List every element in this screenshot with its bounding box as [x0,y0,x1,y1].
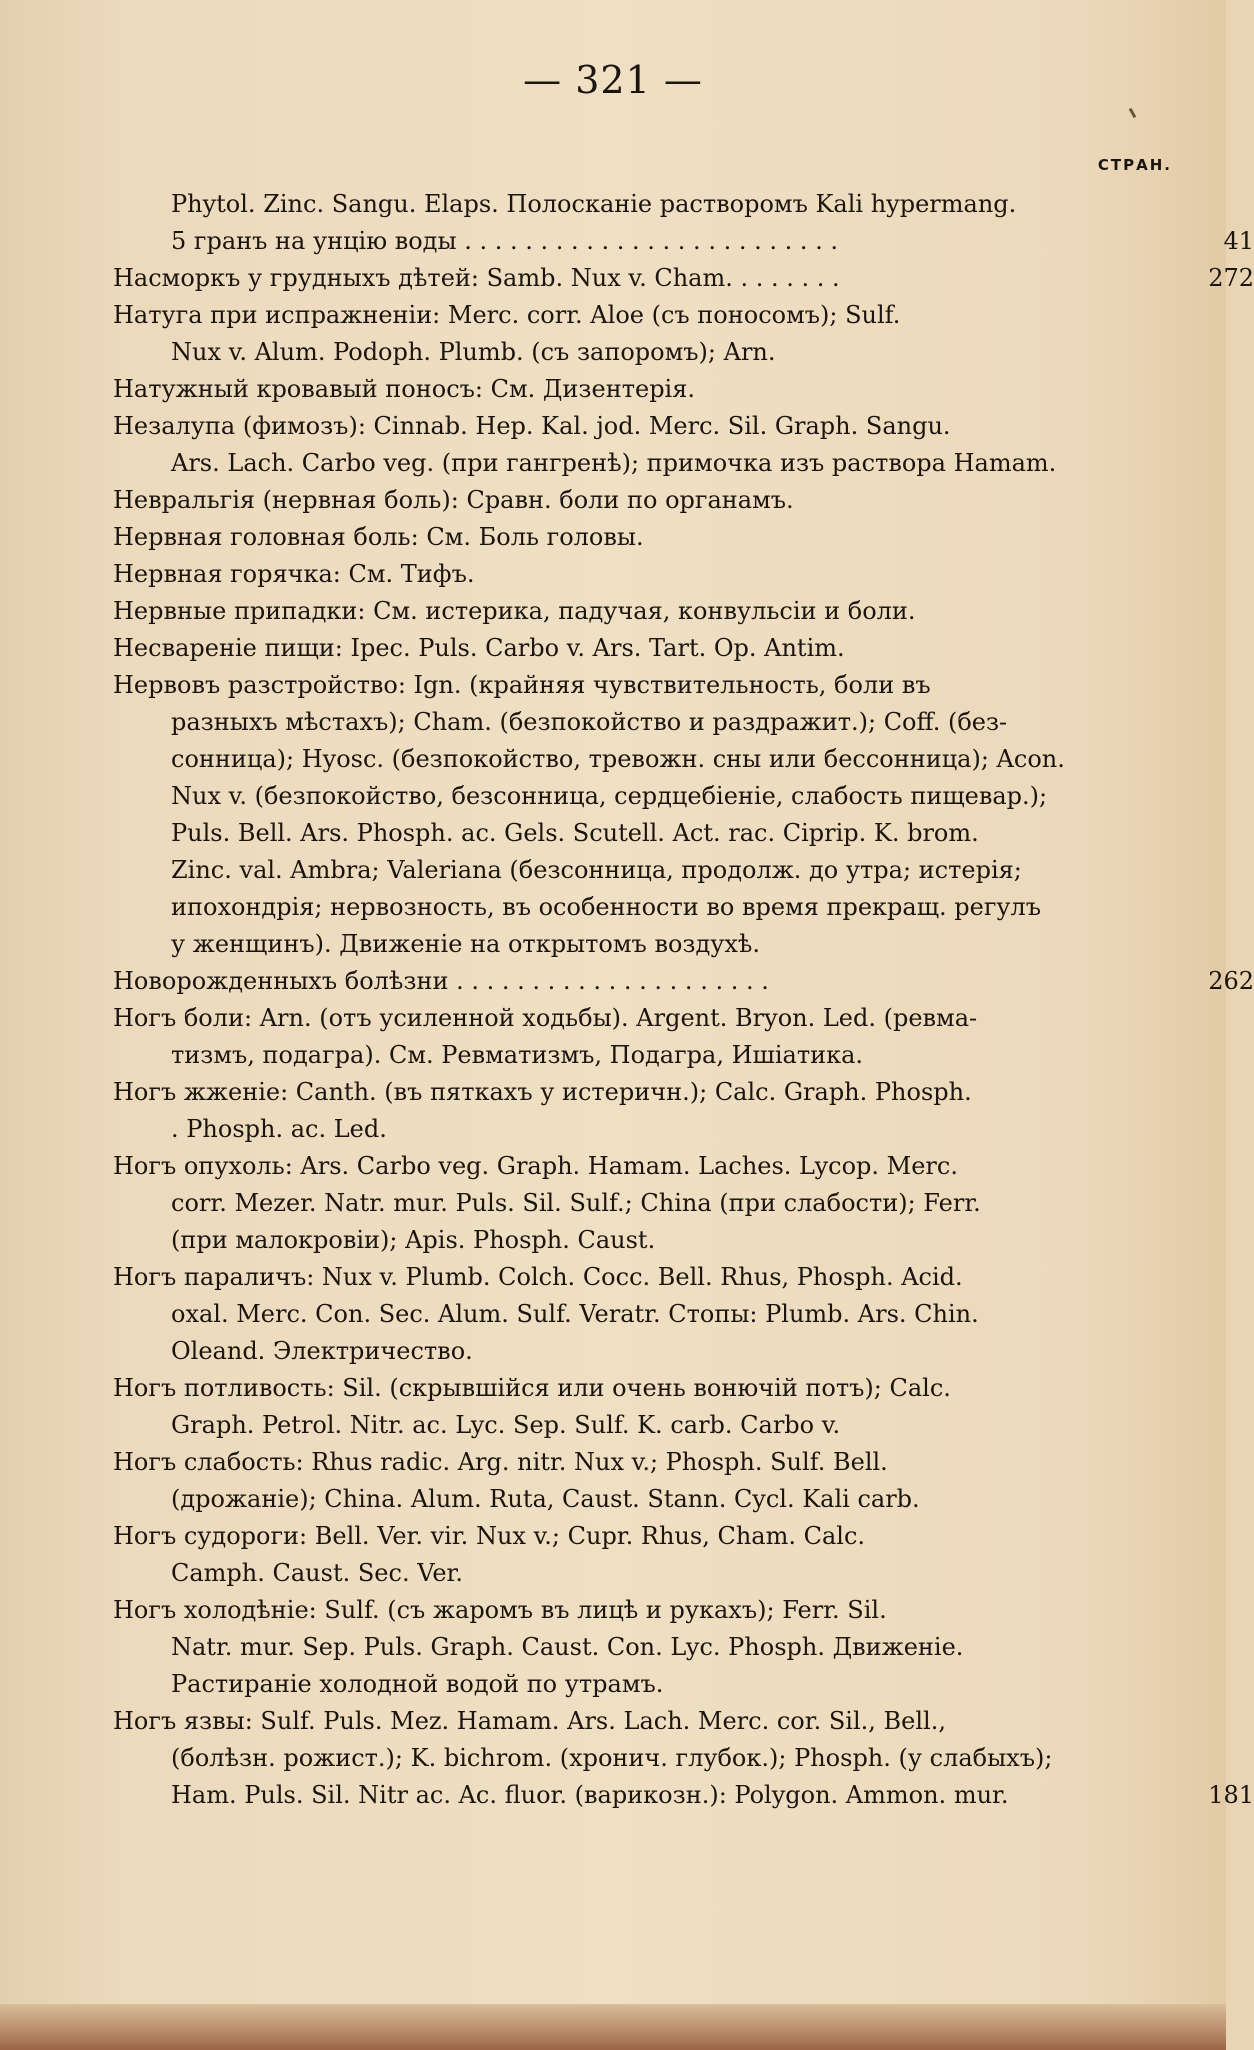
index-entry [113,593,1176,630]
entry-heading-line: Натуга при испражненіи: Merc. corr. Aloe (съ поносомъ); Sulf. [113,301,901,329]
index-entry [113,482,1176,519]
index-entry [113,519,1176,556]
entry-heading-line: Нервная горячка: См. Тифъ. [113,560,475,588]
page-reference: 272 [1208,264,1254,292]
entry-heading-line: Ногъ жженіе: Canth. (въ пяткахъ у истеричн.); Calc. Graph. Phosph. [113,1078,972,1106]
entry-heading-line: Ногъ боли: Arn. (отъ усиленной ходьбы). Argent. Bryon. Led. (ревма- [113,1004,978,1032]
entry-continuation-line: у женщинъ). Движеніе на открытомъ воздухѣ. [171,930,761,958]
index-entry [113,963,1254,1000]
entry-heading-line: Ногъ опухоль: Ars. Carbo veg. Graph. Hamam. Laches. Lycop. Merc. [113,1152,958,1180]
index-entry [113,1370,1176,1444]
entry-heading-line: Несвареніе пищи: Ipec. Puls. Carbo v. Ars. Tart. Op. Antim. [113,634,845,662]
entry-heading-line: Насморкъ у грудныхъ дѣтей: Samb. Nux v. Cham. . . . . . . . [113,264,840,292]
index-entry [113,1518,1176,1592]
page-reference: 41 [1223,227,1254,255]
page-reference: 181 [1208,1781,1254,1809]
entry-heading-line: Ногъ холодѣніе: Sulf. (съ жаромъ въ лицѣ и рукахъ); Ferr. Sil. [113,1596,887,1624]
entry-continuation-line: Camph. Caust. Sec. Ver. [171,1559,463,1587]
entry-continuation-line: Natr. mur. Sep. Puls. Graph. Caust. Con. Lyc. Phosph. Движеніе. [171,1633,964,1661]
index-entry [113,1444,1176,1518]
entry-continuation-line: Ham. Puls. Sil. Nitr ac. Ac. fluor. (варикозн.): Polygon. Ammon. mur. [171,1781,1009,1809]
entry-continuation-line: сонница); Hyosc. (безпокойство, тревожн. сны или бессонница); Acon. [171,745,1065,773]
index-entries [113,186,1254,1814]
entry-continuation-line: (болѣзн. рожист.); K. bichrom. (хронич. глубок.); Phosph. (у слабыхъ); [171,1744,1053,1772]
entry-heading-line: Невральгія (нервная боль): Сравн. боли по органамъ. [113,486,794,514]
entry-continuation-line: Ars. Lach. Carbo veg. (при гангренѣ); примочка изъ раствора Hamam. [171,449,1057,477]
entry-heading-line: Натужный кровавый поносъ: См. Дизентерія. [113,375,695,403]
page-number-header: — 321 — [523,58,703,102]
entry-heading-line: Незалупа (фимозъ): Cinnab. Hep. Kal. jod. Merc. Sil. Graph. Sangu. [113,412,951,440]
entry-continuation-line: Graph. Petrol. Nitr. ac. Lyc. Sep. Sulf. K. carb. Carbo v. [171,1411,841,1439]
index-entry [113,260,1254,297]
print-speck [1129,108,1137,118]
index-entry [113,1592,1176,1703]
page-edge-band [0,2004,1226,2050]
entry-continuation-line: тизмъ, подагра). См. Ревматизмъ, Подагра, Ишіатика. [171,1041,864,1069]
entry-continuation-line: oxal. Merc. Con. Sec. Alum. Sulf. Veratr. Стопы: Plumb. Ars. Chin. [171,1300,979,1328]
entry-continuation-line: Растираніе холодной водой по утрамъ. [171,1670,664,1698]
index-entry [113,630,1176,667]
entry-continuation-line: Oleand. Электричество. [171,1337,473,1365]
entry-continuation-line: 5 гранъ на унцію воды . . . . . . . . . . . . . . . . . . . . . . . . . [171,227,839,255]
entry-continuation-line: (дрожаніе); China. Alum. Ruta, Caust. Stann. Cycl. Kali carb. [171,1485,920,1513]
entry-continuation-line: Zinc. val. Ambra; Valeriana (безсонница, продолж. до утра; истерія; [171,856,1022,884]
index-entry [113,408,1176,482]
entry-heading-line: Нервные припадки: См. истерика, падучая, конвульсіи и боли. [113,597,916,625]
entry-heading-line: Новорожденныхъ болѣзни . . . . . . . . . . . . . . . . . . . . . [113,967,769,995]
entry-heading-line: Ногъ параличъ: Nux v. Plumb. Colch. Cocc. Bell. Rhus, Phosph. Acid. [113,1263,963,1291]
index-entry [113,1703,1254,1814]
entry-continuation-line: ипохондрія; нервозность, въ особенности во время прекращ. регулъ [171,893,1042,921]
index-entry [113,297,1176,371]
entry-continuation-line: Nux v. Alum. Podoph. Plumb. (съ запоромъ); Arn. [171,338,776,366]
entry-heading-line: Phytol. Zinc. Sangu. Elaps. Полосканіе растворомъ Kali hypermang. [171,190,1017,218]
entry-heading-line: Нервовъ разстройство: Ign. (крайняя чувствительность, боли въ [113,671,931,699]
entry-heading-line: Нервная головная боль: См. Боль головы. [113,523,644,551]
page-reference: 262 [1208,967,1254,995]
index-entry [113,556,1176,593]
entry-continuation-line: Nux v. (безпокойство, безсонница, сердцебіеніе, слабость пищевар.); [171,782,1048,810]
entry-continuation-line: разныхъ мѣстахъ); Cham. (безпокойство и раздражит.); Coff. (без- [171,708,1008,736]
entry-continuation-line: . Phosph. ac. Led. [171,1115,387,1143]
index-entry [113,1000,1176,1074]
entry-heading-line: Ногъ язвы: Sulf. Puls. Mez. Hamam. Ars. Lach. Merc. cor. Sil., Bell., [113,1707,946,1735]
entry-continuation-line: corr. Mezer. Natr. mur. Puls. Sil. Sulf.; China (при слабости); Ferr. [171,1189,981,1217]
entry-heading-line: Ногъ слабость: Rhus radic. Arg. nitr. Nux v.; Phosph. Sulf. Bell. [113,1448,888,1476]
index-entry [113,1074,1176,1148]
entry-heading-line: Ногъ судороги: Bell. Ver. vir. Nux v.; Cupr. Rhus, Cham. Calc. [113,1522,866,1550]
index-entry [113,667,1176,963]
entry-continuation-line: Puls. Bell. Ars. Phosph. ac. Gels. Scutell. Act. rac. Ciprip. K. brom. [171,819,979,847]
index-entry [113,371,1176,408]
page-column-label: СТРАН. [1097,156,1172,174]
entry-heading-line: Ногъ потливость: Sil. (скрывшійся или очень вонючій потъ); Calc. [113,1374,951,1402]
index-entry [113,1148,1176,1259]
index-entry [113,1259,1176,1370]
index-entry [113,186,1254,260]
entry-continuation-line: (при малокровіи); Apis. Phosph. Caust. [171,1226,656,1254]
